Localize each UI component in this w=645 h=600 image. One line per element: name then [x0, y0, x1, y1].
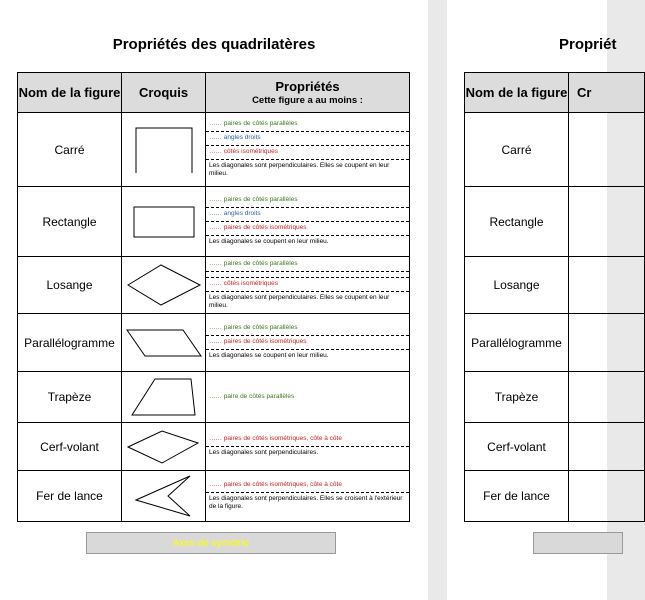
sketch-cell	[569, 314, 645, 372]
property-line: Les diagonales sont perpendiculaires.	[209, 449, 319, 456]
shape-name: Losange	[465, 257, 569, 314]
shape-name: Cerf-volant	[465, 423, 569, 471]
shape-name: Carré	[18, 113, 122, 187]
table-row	[465, 471, 645, 522]
property-line: …… paires de côtés isométriques, côte à côte	[206, 479, 409, 493]
shape-name: Rectangle	[465, 187, 569, 257]
sketch-cell	[569, 113, 645, 187]
sketch-cell	[569, 372, 645, 423]
property-line: …… paires de côtés parallèles	[206, 322, 409, 336]
rectangle-sketch-icon	[122, 187, 206, 257]
table-row	[465, 113, 645, 187]
sketch-cell	[569, 423, 645, 471]
properties-cell	[206, 423, 410, 471]
property-line: …… paires de côtés isométriques	[206, 222, 409, 236]
shape-name: Parallélogramme	[18, 314, 122, 372]
properties-cell	[206, 314, 410, 372]
properties-cell	[206, 471, 410, 522]
properties-cell	[206, 113, 410, 187]
table-row	[18, 187, 410, 257]
header-props	[206, 73, 410, 113]
shape-name: Losange	[18, 257, 122, 314]
shape-name: Trapèze	[18, 372, 122, 423]
header-props-title: Propriétés	[275, 78, 340, 94]
worksheet-page-2	[447, 0, 617, 600]
shape-name: Fer de lance	[465, 471, 569, 522]
property-line: …… paire de côtés parallèles	[209, 392, 295, 400]
property-line: Les diagonales sont perpendiculaires. Elles se coupent en leur milieu.	[209, 293, 390, 309]
table-row	[18, 423, 410, 471]
sketch-cell	[569, 257, 645, 314]
parallelogram-sketch-icon	[122, 314, 206, 372]
square-sketch-icon	[122, 113, 206, 187]
property-line: …… angles droits	[206, 208, 409, 222]
property-line: …… côtés isométriques	[206, 146, 409, 160]
property-line: …… paires de côtés parallèles	[206, 258, 409, 272]
property-line: Les diagonales se coupent en leur milieu.	[209, 352, 329, 359]
header-name: Nom de la figure	[18, 73, 122, 113]
header-props-sub: Cette figure a au moins :	[252, 94, 363, 106]
property-line: Les diagonales se coupent en leur milieu.	[209, 238, 329, 245]
sketch-cell	[569, 471, 645, 522]
table-row	[465, 187, 645, 257]
property-line: …… paires de côtés isométriques	[206, 336, 409, 350]
table-row	[18, 257, 410, 314]
property-line: …… paires de côtés parallèles	[206, 118, 409, 132]
table-row	[18, 471, 410, 522]
table-row	[18, 372, 410, 423]
page-title: Propriét	[559, 36, 617, 53]
header-row	[18, 73, 410, 113]
header-name: Nom de la figure	[465, 73, 569, 113]
shape-name: Carré	[465, 113, 569, 187]
property-line: …… côtés isométriques	[206, 278, 409, 292]
header-row	[465, 73, 645, 113]
property-line: Les diagonales sont perpendiculaires. Elles se croisent à l'extérieur de la figure.	[209, 494, 403, 510]
properties-cell	[206, 187, 410, 257]
shape-name: Rectangle	[18, 187, 122, 257]
symmetry-axes-bar	[533, 532, 623, 554]
table-row	[465, 372, 645, 423]
dart-sketch-icon	[122, 471, 206, 522]
properties-table	[17, 72, 410, 522]
properties-cell	[206, 257, 410, 314]
shape-name: Fer de lance	[18, 471, 122, 522]
shape-name: Cerf-volant	[18, 423, 122, 471]
properties-cell	[206, 372, 410, 423]
property-line: …… paires de côtés isométriques, côte à côte	[206, 433, 409, 447]
table-row	[18, 314, 410, 372]
symmetry-axes-bar: Axes de symétrie	[86, 532, 336, 554]
kite-sketch-icon	[122, 423, 206, 471]
trapezoid-sketch-icon	[122, 372, 206, 423]
page-title: Propriétés des quadrilatères	[112, 36, 316, 53]
properties-table	[464, 72, 645, 522]
property-line: Les diagonales sont perpendiculaires. Elles se coupent en leur milieu.	[209, 162, 390, 177]
property-line: …… paires de côtés parallèles	[206, 194, 409, 208]
header-sketch: Croquis	[122, 73, 206, 113]
table-row	[465, 423, 645, 471]
shape-name: Trapèze	[465, 372, 569, 423]
table-row	[465, 257, 645, 314]
header-sketch-partial: Cr	[569, 73, 645, 113]
table-row	[18, 113, 410, 187]
rhombus-sketch-icon	[122, 257, 206, 314]
property-line: …… angles droits	[206, 132, 409, 146]
shape-name: Parallélogramme	[465, 314, 569, 372]
sketch-cell	[569, 187, 645, 257]
table-row	[465, 314, 645, 372]
